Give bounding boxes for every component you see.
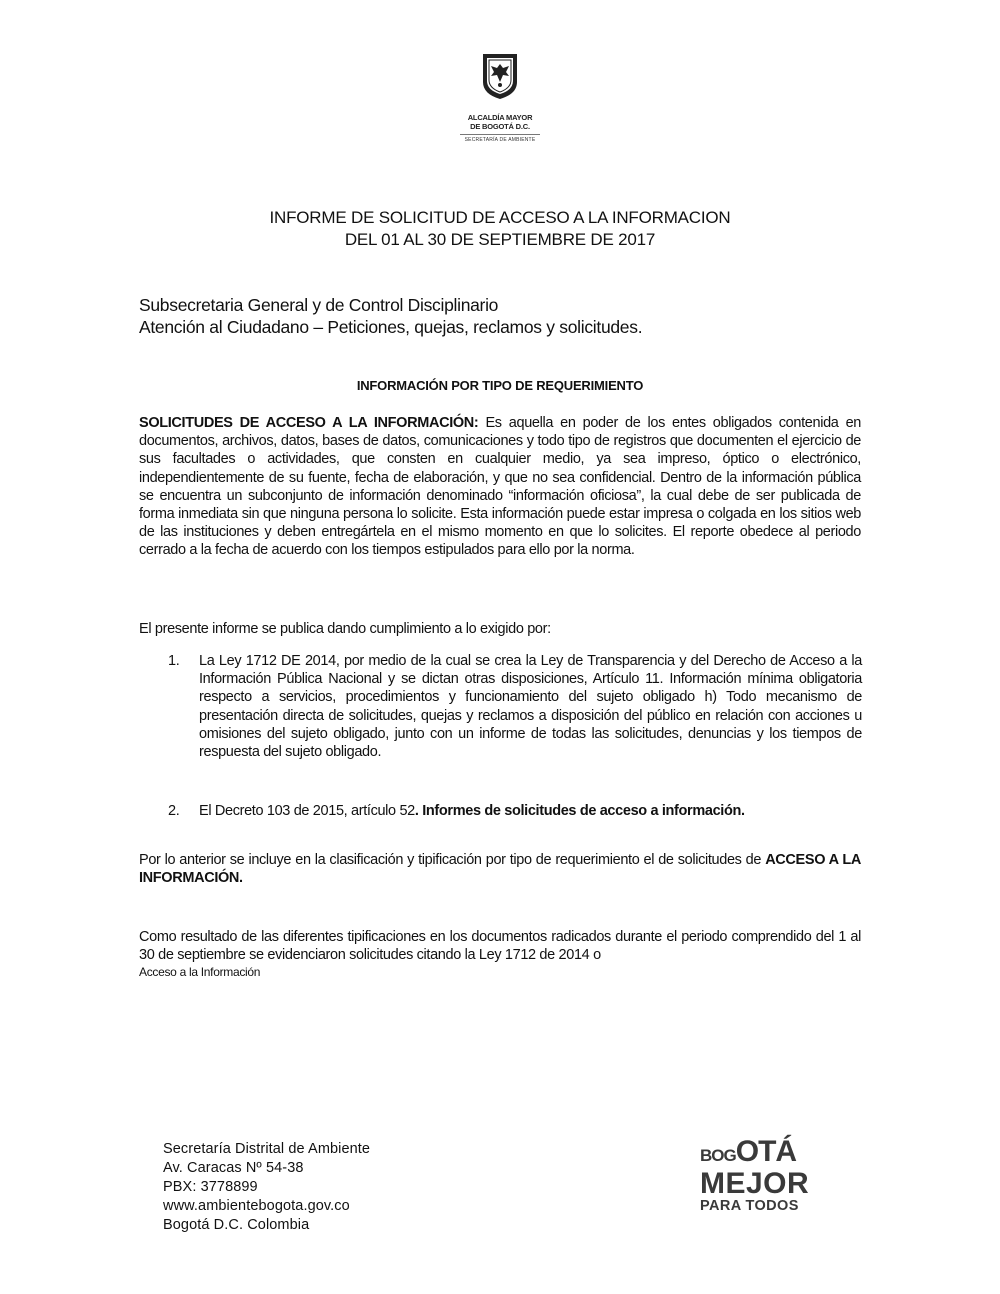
list-text: La Ley 1712 DE 2014, por medio de la cual se crea la Ley de Transparencia y del Derecho de Acceso a la Información Pública Nacional y se dictan otras disposiciones, Artículo 11. Información mínima obligatoria respecto a servicios, procedimientos y funcionamiento del sujeto obligado h) Todo mecanismo de presentación directa de solicitudes, quejas y reclamos a disposición del público en relación con acciones u omisiones del sujeto obligado, junto con un informe de todas las solicitudes, denuncias y los tiempos de respuesta del sujeto obligado.	[199, 653, 862, 761]
list-number: 2.	[168, 803, 180, 819]
footer-address	[163, 1140, 370, 1235]
definition-text: Es aquella en poder de los entes obligados contenida en documentos, archivos, datos, bases de datos, comunicaciones y todo tipo de registros que documenten el ejercicio de sus facultades o actividades, que consten en cualquier medio, ya sea impreso, óptico o electrónico, independientemente de su fuente, fecha de elaboración, y que no sea confidencial. Dentro de la información pública se encuentra un subconjunto de información denominado “información oficiosa”, la cual debe de ser publicada de forma inmediata sin que ninguna persona lo solicite. Esta información puede estar impresa o colgada en los sitios web de las instituciones y deben entregártela en el mismo momento en que lo solicites. El reporte obedece al periodo cerrado a la fecha de acuerdo con los tiempos estipulados para ello por la norma.	[139, 415, 861, 559]
result-paragraph: Como resultado de las diferentes tipificaciones en los documentos radicados durante el periodo comprendido del 1 al 30 de septiembre se evidenciaron solicitudes citando la Ley 1712 de 2014 o	[139, 929, 861, 964]
office-heading: Atención al Ciudadano – Peticiones, quejas, reclamos y solicitudes.	[139, 317, 643, 337]
result-paragraph-tail: Acceso a la Información	[139, 965, 261, 979]
list-item	[168, 802, 862, 820]
department-heading: Subsecretaria General y de Control Disciplinario	[139, 295, 499, 315]
definition-term: SOLICITUDES DE ACCESO A LA INFORMACIÓN:	[139, 415, 479, 431]
logo-line-3: SECRETARÍA DE AMBIENTE	[464, 137, 536, 143]
section-title: INFORMACIÓN POR TIPO DE REQUERIMIENTO	[356, 378, 644, 393]
document-period: DEL 01 AL 30 DE SEPTIEMBRE DE 2017	[344, 230, 656, 249]
footer-street: Av. Caracas Nº 54-38	[163, 1160, 304, 1176]
footer-website[interactable]: www.ambientebogota.gov.co	[163, 1198, 350, 1214]
bogota-mejor-logo	[700, 1135, 840, 1214]
brand-row-1	[700, 1135, 840, 1170]
classification-paragraph	[139, 851, 861, 887]
classification-bold: ACCESO A LA INFORMACIÓN.	[139, 852, 861, 887]
list-item	[168, 652, 862, 761]
definition-paragraph	[139, 414, 861, 560]
intro-paragraph: El presente informe se publica dando cumplimiento a lo exigido por:	[139, 621, 551, 637]
coat-of-arms-icon	[481, 52, 519, 100]
document-title: INFORME DE SOLICITUD DE ACCESO A LA INFORMACION	[269, 208, 731, 227]
alcaldia-logo	[420, 52, 580, 143]
list-text	[199, 802, 862, 820]
logo-line-1: ALCALDÍA MAYOR	[467, 113, 533, 122]
brand-row-2: MEJOR	[700, 1167, 810, 1200]
brand-large: OTÁ	[735, 1135, 797, 1168]
brand-row-3: PARA TODOS	[700, 1198, 799, 1214]
footer-org: Secretaría Distrital de Ambiente	[163, 1141, 371, 1157]
classification-text: Por lo anterior se incluye en la clasificación y tipificación por tipo de requerimiento el de solicitudes de	[139, 852, 762, 868]
footer-city: Bogotá D.C. Colombia	[163, 1217, 310, 1233]
logo-line-2: DE BOGOTÁ D.C.	[470, 122, 530, 131]
list-text-regular: El Decreto 103 de 2015, artículo 52	[199, 803, 415, 819]
list-text-bold: . Informes de solicitudes de acceso a información.	[414, 803, 745, 819]
list-number: 1.	[168, 653, 180, 669]
brand-small: BOG	[700, 1146, 736, 1165]
logo-divider	[460, 134, 540, 135]
footer-phone: PBX: 3778899	[163, 1179, 258, 1195]
